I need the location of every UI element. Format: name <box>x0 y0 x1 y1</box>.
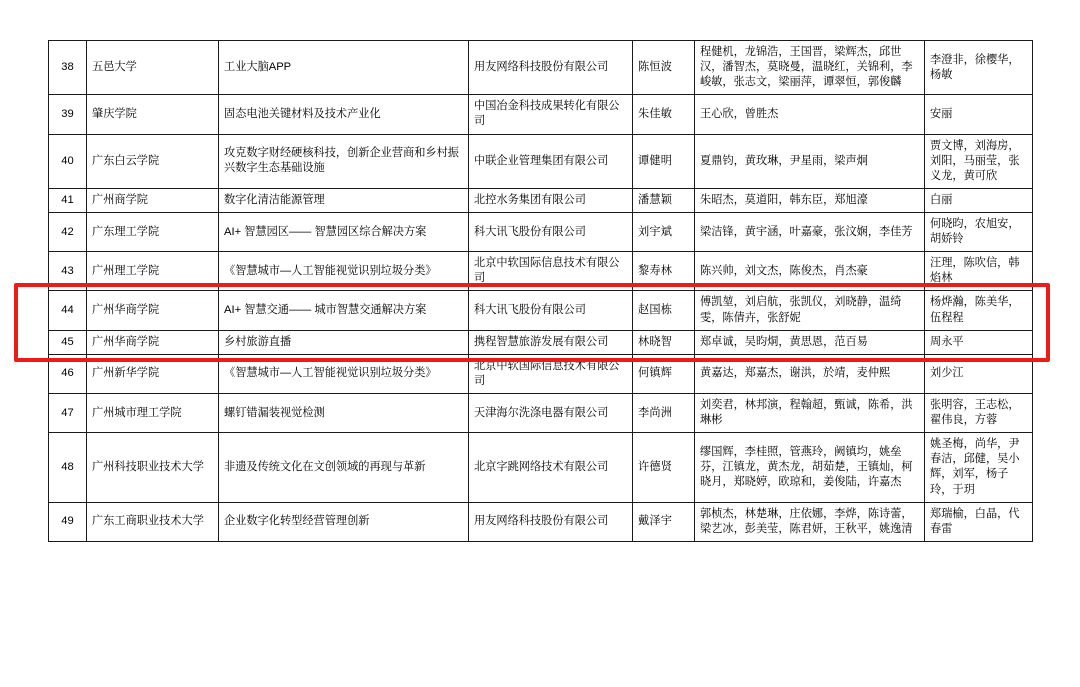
project-name-cell: 《智慧城市—人工智能视觉识别垃圾分类》 <box>219 354 469 393</box>
row-index-cell: 45 <box>49 330 87 354</box>
table-row <box>49 433 1033 502</box>
table-row <box>49 252 1033 291</box>
company-cell: 北京中软国际信息技术有限公司 <box>469 354 633 393</box>
table-row <box>49 291 1033 330</box>
leader-cell: 黎寿林 <box>633 252 695 291</box>
leader-cell: 刘宇斌 <box>633 212 695 251</box>
table-row <box>49 188 1033 212</box>
team-members-cell: 梁洁锋，黄宇涵，叶嘉豪，张汶娴，李佳芳 <box>695 212 925 251</box>
team-members-cell: 程健机，龙锦浩，王国晋，梁辉杰，邱世汉，潘智杰，莫晓曼，温晓红，关锦利，李峻敏，张志文，梁丽萍，谭翠恒，郭俊麟 <box>695 41 925 95</box>
advisor-cell: 李澄非，徐樱华，杨敏 <box>925 41 1033 95</box>
advisor-cell: 汪理，陈吹信，韩焰林 <box>925 252 1033 291</box>
team-members-cell: 郑卓诚，吴昀烔，黄思恩，范百易 <box>695 330 925 354</box>
leader-cell: 何镇辉 <box>633 354 695 393</box>
team-members-cell: 郭桢杰，林楚琳，庄依娜，李烨，陈诗蕾，梁艺冰，彭美莹，陈君妍，王秋平，姚逸清 <box>695 502 925 541</box>
leader-cell: 谭健明 <box>633 134 695 188</box>
advisor-cell: 杨烨瀚，陈美华，伍程程 <box>925 291 1033 330</box>
company-cell: 天津海尔洗涤电器有限公司 <box>469 393 633 432</box>
leader-cell: 李尚洲 <box>633 393 695 432</box>
document-table-region <box>48 40 1032 542</box>
project-name-cell: 企业数字化转型经营管理创新 <box>219 502 469 541</box>
row-index-cell: 41 <box>49 188 87 212</box>
school-cell: 广州华商学院 <box>87 330 219 354</box>
team-members-cell: 傅凯堃，刘启航，张凯仪，刘晓静，温绮雯，陈倩卉，张舒妮 <box>695 291 925 330</box>
row-index-cell: 47 <box>49 393 87 432</box>
row-index-cell: 39 <box>49 95 87 134</box>
row-index-cell: 40 <box>49 134 87 188</box>
row-index-cell: 44 <box>49 291 87 330</box>
company-cell: 携程智慧旅游发展有限公司 <box>469 330 633 354</box>
team-members-cell: 朱昭杰，莫道阳，韩东臣，郑旭濠 <box>695 188 925 212</box>
row-index-cell: 38 <box>49 41 87 95</box>
school-cell: 广州新华学院 <box>87 354 219 393</box>
company-cell: 北京中软国际信息技术有限公司 <box>469 252 633 291</box>
school-cell: 五邑大学 <box>87 41 219 95</box>
table-row <box>49 393 1033 432</box>
row-index-cell: 42 <box>49 212 87 251</box>
award-list-table <box>48 40 1033 542</box>
leader-cell: 陈恒波 <box>633 41 695 95</box>
advisor-cell: 安丽 <box>925 95 1033 134</box>
table-row <box>49 354 1033 393</box>
team-members-cell: 刘奕君，林邦演，程翰超，甄诚，陈希，洪琳彬 <box>695 393 925 432</box>
school-cell: 广州商学院 <box>87 188 219 212</box>
company-cell: 用友网络科技股份有限公司 <box>469 502 633 541</box>
row-index-cell: 46 <box>49 354 87 393</box>
table-row <box>49 212 1033 251</box>
advisor-cell: 贾文博，刘海房，刘阳，马丽莹，张义龙，黄可欣 <box>925 134 1033 188</box>
school-cell: 广州理工学院 <box>87 252 219 291</box>
leader-cell: 戴泽宇 <box>633 502 695 541</box>
school-cell: 广州科技职业技术大学 <box>87 433 219 502</box>
project-name-cell: 数字化清洁能源管理 <box>219 188 469 212</box>
leader-cell: 许德贤 <box>633 433 695 502</box>
team-members-cell: 王心欣，曾胜杰 <box>695 95 925 134</box>
school-cell: 肇庆学院 <box>87 95 219 134</box>
row-index-cell: 49 <box>49 502 87 541</box>
project-name-cell: 非遗及传统文化在文创领域的再现与革新 <box>219 433 469 502</box>
project-name-cell: AI+ 智慧园区—— 智慧园区综合解决方案 <box>219 212 469 251</box>
company-cell: 科大讯飞股份有限公司 <box>469 212 633 251</box>
project-name-cell: 《智慧城市—人工智能视觉识别垃圾分类》 <box>219 252 469 291</box>
table-row <box>49 134 1033 188</box>
advisor-cell: 姚圣梅，尚华，尹春洁，邱健，吴小辉，刘军，杨子玲，于玥 <box>925 433 1033 502</box>
company-cell: 中国冶金科技成果转化有限公司 <box>469 95 633 134</box>
advisor-cell: 刘少江 <box>925 354 1033 393</box>
company-cell: 北控水务集团有限公司 <box>469 188 633 212</box>
table-row <box>49 95 1033 134</box>
school-cell: 广州华商学院 <box>87 291 219 330</box>
school-cell: 广东理工学院 <box>87 212 219 251</box>
project-name-cell: 固态电池关键材料及技术产业化 <box>219 95 469 134</box>
advisor-cell: 白丽 <box>925 188 1033 212</box>
leader-cell: 潘慧颖 <box>633 188 695 212</box>
team-members-cell: 陈兴帅，刘文杰，陈俊杰，肖杰豪 <box>695 252 925 291</box>
row-index-cell: 43 <box>49 252 87 291</box>
project-name-cell: 乡村旅游直播 <box>219 330 469 354</box>
advisor-cell: 张明容，王志松，翟伟良，方蓉 <box>925 393 1033 432</box>
company-cell: 用友网络科技股份有限公司 <box>469 41 633 95</box>
advisor-cell: 何晓昀，农旭安，胡娇铃 <box>925 212 1033 251</box>
project-name-cell: 螺钉错漏装视觉检测 <box>219 393 469 432</box>
advisor-cell: 郑瑞榆，白晶，代春雷 <box>925 502 1033 541</box>
team-members-cell: 夏鼎钧，黄玫琳，尹星雨，梁声炯 <box>695 134 925 188</box>
school-cell: 广东工商职业技术大学 <box>87 502 219 541</box>
leader-cell: 赵国栋 <box>633 291 695 330</box>
project-name-cell: 攻克数字财经硬核科技，创新企业营商和乡村振兴数字生态基础设施 <box>219 134 469 188</box>
school-cell: 广东白云学院 <box>87 134 219 188</box>
row-index-cell: 48 <box>49 433 87 502</box>
advisor-cell: 周永平 <box>925 330 1033 354</box>
project-name-cell: AI+ 智慧交通—— 城市智慧交通解决方案 <box>219 291 469 330</box>
leader-cell: 林晓智 <box>633 330 695 354</box>
team-members-cell: 缪国辉，李桂照，管燕玲，阙镇均，姚垒芬，江镇龙，黄杰龙，胡茹楚，王镇灿，柯晓月，郑晓婷，欧琼和，姜俊陆，许嘉杰 <box>695 433 925 502</box>
table-row <box>49 41 1033 95</box>
table-row <box>49 330 1033 354</box>
company-cell: 中联企业管理集团有限公司 <box>469 134 633 188</box>
table-row <box>49 502 1033 541</box>
company-cell: 科大讯飞股份有限公司 <box>469 291 633 330</box>
project-name-cell: 工业大脑APP <box>219 41 469 95</box>
school-cell: 广州城市理工学院 <box>87 393 219 432</box>
company-cell: 北京字跳网络技术有限公司 <box>469 433 633 502</box>
team-members-cell: 黄嘉达，郑嘉杰，谢洪，於靖，麦仲熙 <box>695 354 925 393</box>
leader-cell: 朱佳敏 <box>633 95 695 134</box>
